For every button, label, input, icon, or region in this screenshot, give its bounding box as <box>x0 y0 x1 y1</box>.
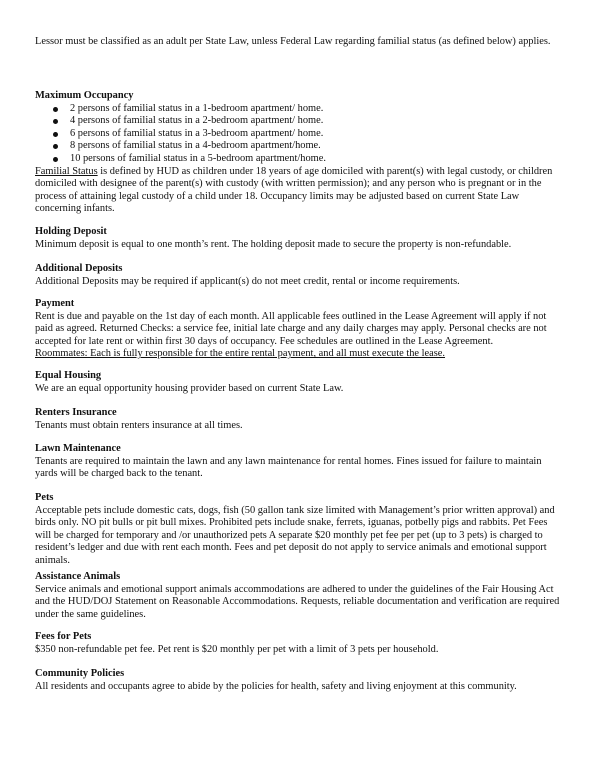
familial-status-text: is defined by HUD as children under 18 years of age domiciled with parent(s) with legal custody, or children domiciled with designee of the parent(s) with custody (with written permission); and any person who is pregnant or in the process of attaining legal custody of a child under 18. Occupancy limits may be adjusted based on current State Law concerning infants. <box>35 165 553 215</box>
payment-text: Rent is due and payable on the 1st day of each month. All applicable fees outlined in the Lease Agreement will apply if not paid as agreed. Returned Checks: a service fee, initial late charge and any daily charges may apply. Personal checks are not accepted for late rent or within first 30 days of occupancy. Fee schedules are outlined in the Lease Agreement. <box>35 310 547 347</box>
fees-section <box>35 631 560 656</box>
assistance-heading: Assistance Animals <box>35 571 121 582</box>
intro-section <box>35 36 560 49</box>
occupancy-heading: Maximum Occupancy <box>35 90 134 101</box>
pets-text: Acceptable pets include domestic cats, dogs, fish (50 gallon tank size limited with Management’s prior written approval) and birds only. NO pit bulls or pit bull mixes. Prohibited pets include snake, ferrets, iguanas, potbelly pigs and rabbits. Pet Fees will be charged for temporary and /or unauthorized pets A separate $20 monthly pet fee per pet (up to 3 pets) is charged to resident’s ledger and due with rent each month. Fees and pet deposit do not apply to service animals and emotional support animals. <box>35 504 555 566</box>
lawn-text: Tenants are required to maintain the lawn and any lawn maintenance for rental homes. Fines issued for failure to maintain yards will be charged back to the tenant. <box>35 455 542 480</box>
lawn-heading: Lawn Maintenance <box>35 443 121 454</box>
lawn-section <box>35 443 560 481</box>
community-section <box>35 668 560 693</box>
community-heading: Community Policies <box>35 668 125 679</box>
list-item: 2 persons of familial status in a 1-bedroom apartment/ home. <box>35 103 560 116</box>
additional-section <box>35 263 560 288</box>
additional-heading: Additional Deposits <box>35 263 123 274</box>
additional-text: Additional Deposits may be required if applicant(s) do not meet credit, rental or income requirements. <box>35 275 460 287</box>
equal-section <box>35 370 560 395</box>
pets-heading: Pets <box>35 492 54 503</box>
occupancy-section <box>35 90 560 216</box>
familial-status-definition <box>35 166 560 216</box>
assistance-section <box>35 571 560 621</box>
list-item: 10 persons of familial status in a 5-bedroom apartment/home. <box>35 153 560 166</box>
list-item: 6 persons of familial status in a 3-bedroom apartment/ home. <box>35 128 560 141</box>
fees-text: $350 non-refundable pet fee. Pet rent is $20 monthly per pet with a limit of 3 pets per household. <box>35 643 439 655</box>
equal-heading: Equal Housing <box>35 370 102 381</box>
insurance-text: Tenants must obtain renters insurance at all times. <box>35 419 243 431</box>
intro-text: Lessor must be classified as an adult per State Law, unless Federal Law regarding familial status (as defined below) applies. <box>35 36 551 47</box>
payment-heading: Payment <box>35 298 75 309</box>
pets-section <box>35 492 560 568</box>
assistance-text: Service animals and emotional support animals accommodations are adhered to under the guidelines of the Fair Housing Act and the HUD/DOJ Statement on Reasonable Accommodations. Requests, reliable documentation and verification are required under the same guidelines. <box>35 583 560 620</box>
list-item: 8 persons of familial status in a 4-bedroom apartment/home. <box>35 140 560 153</box>
list-item: 4 persons of familial status in a 2-bedroom apartment/ home. <box>35 115 560 128</box>
holding-heading: Holding Deposit <box>35 226 107 237</box>
familial-status-term: Familial Status <box>35 165 98 177</box>
holding-text: Minimum deposit is equal to one month’s rent. The holding deposit made to secure the property is non-refundable. <box>35 238 512 250</box>
holding-section <box>35 226 560 251</box>
community-text: All residents and occupants agree to abide by the policies for health, safety and living enjoyment at this community. <box>35 680 517 692</box>
roommates-text: Roommates: Each is fully responsible for the entire rental payment, and all must execute the lease. <box>35 348 446 360</box>
equal-text: We are an equal opportunity housing provider based on current State Law. <box>35 382 344 394</box>
fees-heading: Fees for Pets <box>35 631 92 642</box>
insurance-section <box>35 407 560 432</box>
insurance-heading: Renters Insurance <box>35 407 117 418</box>
payment-section <box>35 298 560 361</box>
occupancy-list <box>35 103 560 166</box>
